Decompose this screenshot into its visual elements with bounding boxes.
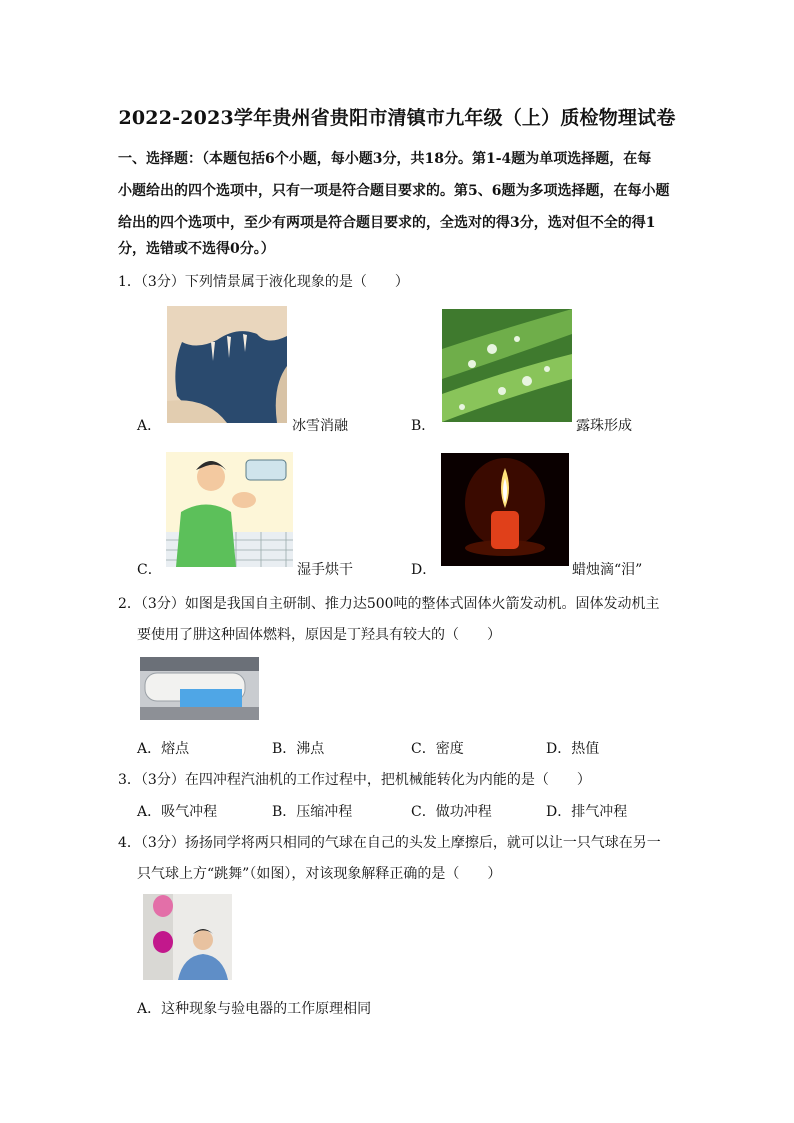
question-3-stem: 3．（3分）在四冲程汽油机的工作过程中，把机械能转化为内能的是（ ）	[118, 772, 591, 788]
q1-option-b-text: 露珠形成	[576, 418, 632, 434]
q3-option-a-letter: A．	[137, 804, 162, 820]
q4-option-a	[137, 998, 371, 1018]
rocket-engine-image	[140, 657, 259, 720]
q2-option-a-letter: A．	[137, 741, 162, 757]
q2-option-c-text: 密度	[435, 741, 464, 757]
q2-option-d-text: 热值	[571, 741, 600, 757]
q1-option-a-letter: A．	[137, 418, 162, 434]
q3-option-d-letter: D．	[546, 804, 572, 820]
q4-option-a-letter: A．	[137, 1001, 162, 1017]
q2-option-a-text: 熔点	[161, 741, 190, 757]
question-4-stem-line-2: 只气球上方“跳舞”（如图），对该现象解释正确的是（ ）	[137, 866, 502, 882]
q2-option-d	[546, 738, 599, 758]
q3-option-b-text: 压缩冲程	[296, 804, 353, 820]
q3-option-c-letter: C．	[411, 804, 436, 820]
q1-option-c-text: 湿手烘干	[297, 562, 353, 578]
q1-option-b-letter: B．	[411, 418, 436, 434]
q3-option-d	[546, 801, 627, 821]
q2-option-c-letter: C．	[411, 741, 436, 757]
question-2-stem-line-2: 要使用了肼这种固体燃料，原因是丁羟具有较大的（ ）	[137, 627, 501, 643]
q1-option-d-letter: D．	[411, 562, 437, 578]
question-2-stem-line-1: 2．（3分）如图是我国自主研制、推力达500吨的整体式固体火箭发动机。固体发动机主	[118, 596, 660, 612]
q1-option-a-text: 冰雪消融	[292, 418, 348, 434]
q3-option-b-letter: B．	[272, 804, 297, 820]
section-heading-line-3: 给出的四个选项中，至少有两项是符合题目要求的，全选对的得3分，选对但不全的得1	[118, 215, 656, 231]
q2-option-d-letter: D．	[546, 741, 572, 757]
question-1-stem: 1．（3分）下列情景属于液化现象的是（ ）	[118, 274, 409, 290]
q4-option-a-text: 这种现象与验电器的工作原理相同	[161, 1001, 372, 1017]
q2-option-c	[411, 738, 464, 758]
q2-option-a	[137, 738, 189, 758]
balloon-photo-image	[143, 894, 232, 980]
melting-ice-image	[167, 306, 287, 423]
q2-option-b	[272, 738, 324, 758]
q3-option-c-text: 做功冲程	[435, 804, 492, 820]
q1-option-d-text: 蜡烛滴“泪”	[572, 562, 643, 578]
q3-option-a-text: 吸气冲程	[161, 804, 218, 820]
dew-drops-image	[442, 309, 572, 422]
section-heading-line-2: 小题给出的四个选项中，只有一项是符合题目要求的。第5、6题为多项选择题，在每小题	[118, 183, 670, 199]
q1-option-c-letter: C．	[137, 562, 162, 578]
section-heading-line-4: 分，选错或不选得0分。）	[118, 241, 275, 257]
q3-option-d-text: 排气冲程	[571, 804, 628, 820]
question-4-stem-line-1: 4．（3分）扬扬同学将两只相同的气球在自己的头发上摩擦后，就可以让一只气球在另一	[118, 835, 661, 851]
section-heading-line-1: 一、选择题：（本题包括6个小题，每小题3分，共18分。第1-4题为单项选择题，在每	[118, 151, 652, 167]
q3-option-c	[411, 801, 492, 821]
exam-title: 2022-2023学年贵州省贵阳市清镇市九年级（上）质检物理试卷	[118, 107, 676, 129]
q2-option-b-letter: B．	[272, 741, 297, 757]
candle-image	[441, 453, 569, 566]
hand-dryer-image	[166, 452, 293, 567]
q3-option-a	[137, 801, 217, 821]
q3-option-b	[272, 801, 352, 821]
q2-option-b-text: 沸点	[296, 741, 325, 757]
